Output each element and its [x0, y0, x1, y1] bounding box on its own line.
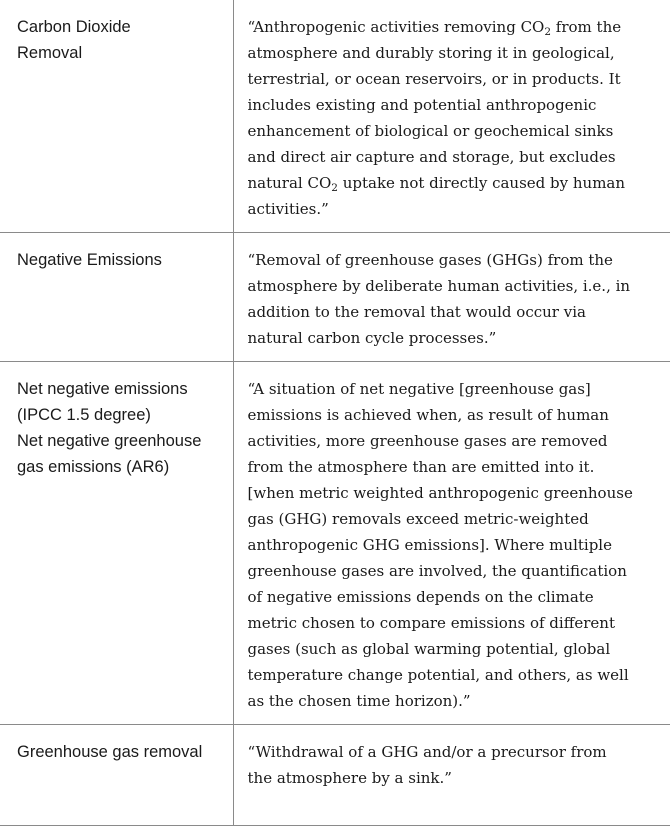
definition-line: and direct air capture and storage, but excludes: [247, 148, 616, 166]
definition-line: greenhouse gases are involved, the quantification: [247, 562, 627, 580]
definition-line: “Removal of greenhouse gases (GHGs) from the: [247, 251, 613, 269]
definition-line: of negative emissions depends on the climate: [247, 588, 594, 606]
definition-line: [when metric weighted anthropogenic greenhouse: [247, 484, 633, 502]
definition-line: “Anthropogenic activities removing $CO_2$ from the: [247, 18, 622, 39]
definition-line: terrestrial, or ocean reservoirs, or in products. It: [247, 70, 621, 88]
term-line: (IPCC 1.5 degree): [17, 406, 151, 424]
definition-cell: [233, 725, 670, 826]
definition-line: the atmosphere by a sink.”: [247, 769, 452, 787]
table-row: [0, 0, 670, 233]
definition-cell: [233, 0, 670, 233]
table-row: [0, 725, 670, 826]
definition-line: gas (GHG) removals exceed metric-weighted: [247, 510, 589, 528]
definition-line: temperature change potential, and others, as well: [247, 666, 629, 684]
table-row: [0, 233, 670, 362]
definition-line: enhancement of biological or geochemical sinks: [247, 122, 614, 140]
definition-line: atmosphere and durably storing it in geological,: [247, 44, 615, 62]
definition-line: metric chosen to compare emissions of different: [247, 614, 615, 632]
definition-line: emissions is achieved when, as result of human: [247, 406, 609, 424]
definition-cell: [233, 362, 670, 725]
term-line: Negative Emissions: [17, 251, 162, 269]
term-line: Net negative emissions: [17, 380, 188, 398]
term-cell: [0, 362, 233, 725]
definition-line: from the atmosphere than are emitted into it.: [247, 458, 595, 476]
term-line: Greenhouse gas removal: [17, 743, 203, 761]
definition-line: “A situation of net negative [greenhouse gas]: [247, 380, 591, 398]
term-cell: [0, 233, 233, 362]
definition-line: anthropogenic GHG emissions]. Where multiple: [247, 536, 612, 554]
term-line: Removal: [17, 44, 83, 62]
definition-line: atmosphere by deliberate human activities, i.e., in: [247, 277, 631, 295]
term-line: Carbon Dioxide: [17, 18, 131, 36]
definition-cell: [233, 233, 670, 362]
definition-line: activities, more greenhouse gases are removed: [247, 432, 608, 450]
definition-line: activities.”: [247, 200, 329, 218]
table-row: [0, 362, 670, 725]
term-cell: [0, 725, 233, 826]
definition-line: gases (such as global warming potential, global: [247, 640, 611, 658]
term-line: gas emissions (AR6): [17, 458, 170, 476]
definition-line: “Withdrawal of a GHG and/or a precursor from: [247, 743, 607, 761]
definition-line: natural $CO_2$ uptake not directly caused by human: [247, 174, 626, 195]
definition-line: addition to the removal that would occur via: [247, 303, 586, 321]
definition-line: natural carbon cycle processes.”: [247, 329, 497, 347]
term-cell: [0, 0, 233, 233]
definition-line: as the chosen time horizon).”: [247, 692, 471, 710]
term-line: Net negative greenhouse: [17, 432, 202, 450]
definition-line: includes existing and potential anthropogenic: [247, 96, 597, 114]
